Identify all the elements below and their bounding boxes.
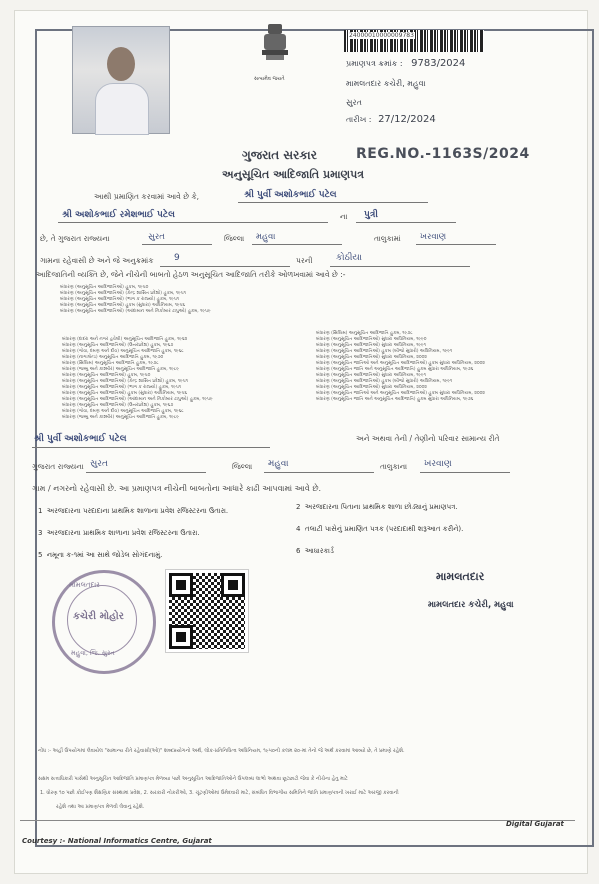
intro-text: આથી પ્રમાણિત કરવામાં આવે છે કે,: [94, 192, 200, 201]
orders-line: બંધારણ (અનુસૂચિત આદિજાતિઓ) હુકમ (સુધારા) અધિનિયમ, ૧૯૫૬: [60, 303, 186, 308]
applicant-name-repeat: શ્રી પુર્વી અશોકભાઈ પટેલ: [34, 434, 127, 444]
office-name: મામલતદાર કચેરી, મહુવા: [346, 79, 426, 88]
order-item: બંધારણ (ગોવા, દમણ અને દીવ) અનુસૂચિત આદિજાતિ હુકમ, ૧૯૬૮: [62, 349, 184, 354]
note-4: રહેશે તથા આ પ્રમાણપત્ર મેળવી લેવાનું રહેશે.: [56, 804, 145, 810]
office-district: સુરત: [346, 98, 362, 107]
issue-date: 27/12/2024: [378, 114, 436, 125]
family-phrase: અને અથવા તેની / તેણીનો પરિવાર સામાન્ય રીતે: [356, 434, 500, 443]
state-label: ગુજરાત રાજ્યના: [32, 462, 84, 471]
taluka-label-2: તાલુકાના: [380, 462, 408, 471]
order-item: બંધારણ (અનુસૂચિત આદિજાતિઓ) હુકમ (બીજો સુધારો) અધિનિયમ, ૧૯૯૧: [316, 349, 453, 354]
note-3: 1. ધોરણ ૧૦ પછી કોઈપણ શૈક્ષણિક સંસ્થામાં પ્રવેશ, 2. સરકારી નોકરીઓ, 3. ચૂંટણીઓમાં ઉમેદવારી માટે, સંબંધિત વિભાગીય સમિતિને જાતિ પ્રમાણપત્રની ખરાઈ માટે અરજી કરવાની: [40, 790, 399, 796]
district-label: જિલ્લા: [224, 234, 245, 243]
order-item: બંધારણ (ગોવા, દમણ અને દીવ) અનુસૂચિત આદિજાતિ હુકમ, ૧૯૬૮: [62, 409, 184, 414]
signature-title: મામલતદાર: [436, 570, 485, 583]
footer-brand: Digital Gujarat: [506, 820, 564, 828]
note-1: નોંધ :- અહીં ઉપયોગમાં લેવાયેલ "સામાન્ય રીતે રહેવાસી(ઓ)" શબ્દપ્રયોગનો અર્થ, લોક-પ્રતિનિધિત્વ અધિનિયમ, ૧૯૫૦ની કલમ ૨૦-માં તેનો જે અર્થ કરવામાં આવ્યો છે, તે પ્રમાણે રહેશે.: [38, 748, 405, 754]
order-item: બંધારણ (અનુસૂચિત આદિજાતિઓ) (કેન્દ્ર શાસિત પ્રદેશો) હુકમ, ૧૯૫૧: [62, 379, 188, 384]
order-item: બંધારણ (અનુસૂચિત જાતિ અને અનુસૂચિત આદિજાતિ) હુકમ સુધારા અધિનિયમ, ૧૯૭૬: [316, 367, 474, 372]
government-title: ગુજરાત સરકાર: [242, 148, 317, 162]
village-value: ખરવાણ: [420, 232, 447, 242]
orders-line: બંધારણ (અનુસૂચિત આદિજાતિઓ) હુકમ, ૧૯૫૦: [60, 285, 149, 290]
district-value: સુરત: [148, 232, 165, 242]
orders-line: બંધારણ (અનુસૂચિત આદિજાતિઓ) (કેન્દ્ર શાસિત પ્રદેશો) હુકમ, ૧૯૫૧: [60, 291, 186, 296]
basis-item: 4 તલાટી પાસેનું પ્રમાણિત પત્રક (પરદાદાથી શરૂઆત કરીને).: [296, 525, 464, 533]
order-item: બંધારણ (અનુસૂચિત આદિજાતિઓ) સુધારા અધિનિયમ, ૧૯૯૧: [316, 373, 426, 378]
date-row: તારીખ : 27/12/2024: [346, 114, 436, 125]
order-item: બંધારણ (સિક્કિમ) અનુસૂચિત આદિજાતિ હુકમ, ૧૯૭૮: [316, 331, 413, 336]
order-item: બંધારણ (અનુસૂચિત આદિજાતિઓ) હુકમ (સુધારા) અધિનિયમ, ૧૯૫૬: [62, 391, 188, 396]
caste-value: કોઠીયા: [336, 253, 362, 263]
caste-label: પરની: [296, 256, 313, 265]
district-label-2: જિલ્લા: [232, 462, 253, 471]
certificate-name: અનુસૂચિત આદિજાતિ પ્રમાણપત્ર: [222, 168, 365, 181]
order-item: બંધારણ (અનુસૂચિત આદિજાતિઓ) સુધારા અધિનિયમ, ૨૦૦૨: [316, 385, 427, 390]
declaration: આદિજાતિની વ્યક્તિ છે, જેને નીચેની બાબતો હેઠળ અનુસૂચિત આદિજાતિ તરીકે ઓળખવામાં આવે છે :-: [36, 270, 346, 279]
taluka-label: તાલુકામાં: [374, 234, 401, 243]
order-item: બંધારણ (અનુસૂચિત આદિજાતિઓ) (ભાગ ક રાજ્યો) હુકમ, ૧૯૫૧: [62, 385, 182, 390]
state-emblem-icon: [252, 22, 298, 72]
office-stamp: [52, 570, 156, 674]
reg-number: REG.NO.-1163S/2024: [356, 146, 530, 162]
order-item: બંધારણ (નાગાલેન્ડ) અનુસૂચિત આદિજાતિ હુકમ, ૧૯૭૦: [62, 355, 164, 360]
order-item: બંધારણ (અનુસૂચિત જાતિ અને અનુસૂચિત આદિજાતિ) હુકમ સુધારા અધિનિયમ, ૧૯૭૬: [316, 397, 474, 402]
basis-item: 1 અરજદારના પરદાદાના પ્રાથમિક શાળાના પ્રવેશ રજિસ્ટરના ઉતારા.: [38, 507, 229, 515]
basis-left: [38, 500, 278, 566]
taluka-value: મહુવા: [256, 232, 276, 242]
note-2: સક્ષમ સત્તાધિકારી પાસેથી અનુસૂચિત આદિજાતિ પ્રમાણપત્ર મેળવ્યા પછી અનુસૂચિત આદિજાતિઓને ઉપલબ્ધ લાભો અથવા છૂટછાટો જેવા કે નીચેના હેતુ માટે: [38, 776, 348, 782]
orders-left: [62, 337, 292, 421]
order-item: બંધારણ (અનુસૂચિત જાતિઓ અને અનુસૂચિત આદિજાતિઓ) હુકમ સુધારા અધિનિયમ, ૨૦૦૨: [316, 391, 485, 396]
footer-divider: [20, 820, 575, 821]
state-prefix: છે, તે ગુજરાત રાજ્યના: [40, 234, 110, 243]
taluka-value-2: મહુવા: [268, 459, 289, 469]
stamp-ring-text: મામલતદાર: [69, 581, 100, 589]
basis-item: 5 નમૂના ક-૧માં આ સાથે જોડેલ સોગંદનામું.: [38, 551, 163, 559]
basis-item: 3 અરજદારના પ્રાથમિક શાળાના પ્રવેશ રજિસ્ટરના ઉતારા.: [38, 529, 200, 537]
order-item: બંધારણ (અનુસૂચિત આદિજાતિઓ) (ઉત્તરપ્રદેશ) હુકમ, ૧૯૬૭: [62, 343, 174, 348]
order-item: બંધારણ (જમ્મુ અને કાશ્મીર) અનુસૂચિત આદિજાતિ હુકમ, ૧૯૮૯: [62, 367, 180, 372]
orders-line: બંધારણ (અનુસૂચિત આદિજાતિઓ) (આંદામાન અને નિકોબાર ટાપુઓ) હુકમ, ૧૯૫૯: [60, 309, 211, 314]
orders-right: [316, 331, 546, 403]
cert-number: 9783/2024: [411, 58, 466, 69]
orders-line: બંધારણ (અનુસૂચિત આદિજાતિઓ) (ભાગ ક રાજ્યો) હુકમ, ૧૯૫૧: [60, 297, 180, 302]
order-item: બંધારણ (અનુસૂચિત આદિજાતિઓ) હુકમ, ૧૯૫૦: [62, 373, 151, 378]
signature-office: મામલતદાર કચેરી, મહુવા: [428, 600, 514, 610]
order-item: બંધારણ (અનુસૂચિત આદિજાતિઓ) સુધારા અધિનિયમ, ૨૦૦૨: [316, 355, 427, 360]
order-item: બંધારણ (અનુસૂચિત આદિજાતિઓ) (ઉત્તરપ્રદેશ) હુકમ, ૧૯૬૭: [62, 403, 174, 408]
order-item: બંધારણ (અનુસૂચિત આદિજાતિઓ) હુકમ (બીજો સુધારો) અધિનિયમ, ૧૯૯૧: [316, 379, 453, 384]
village-value-2: ખરવાણ: [424, 459, 452, 469]
order-item: બંધારણ (જમ્મુ અને કાશ્મીર) અનુસૂચિત આદિજાતિ હુકમ, ૧૯૮૯: [62, 415, 180, 420]
relation-label: ના: [340, 212, 348, 221]
emblem-caption: સત્યમેવ જયતે: [254, 76, 285, 82]
applicant-name: શ્રી પુર્વી અશોકભાઈ પટેલ: [244, 190, 337, 200]
barcode-number: 24000010000009783: [349, 32, 414, 39]
order-item: બંધારણ (અનુસૂચિત આદિજાતિઓ) (આંદામાન અને નિકોબાર ટાપુઓ) હુકમ, ૧૯૫૯: [62, 397, 213, 402]
applicant-photo: [72, 26, 170, 134]
relation-value: પુત્રી: [364, 210, 378, 220]
order-item: બંધારણ (અનુસૂચિત આદિજાતિઓ) સુધારા અધિનિયમ, ૧૯૯૦: [316, 337, 427, 342]
serial-number: 9: [174, 253, 180, 263]
stamp-center-text: કચેરી મોહોર: [73, 611, 124, 622]
basis-item: 6 આધારકાર્ડ: [296, 547, 334, 555]
order-item: બંધારણ (અનુસૂચિત જાતિઓ અને અનુસૂચિત આદિજાતિઓ) હુકમ સુધારા અધિનિયમ, ૨૦૦૨: [316, 361, 485, 366]
qr-code: [166, 570, 248, 652]
basis-item: 2 અરજદારના પિતાના પ્રાથમિક શાળા છોડ્યાનું પ્રમાણપત્ર.: [296, 503, 458, 511]
basis-right: [296, 496, 556, 562]
stamp-bottom-text: મહુવા, જિ. સુરત: [71, 649, 115, 657]
order-item: બંધારણ (અનુસૂચિત આદિજાતિઓ) સુધારા અધિનિયમ, ૧૯૯૧: [316, 343, 426, 348]
order-item: બંધારણ (દાદરા અને નગર હવેલી) અનુસૂચિત આદિજાતિ હુકમ, ૧૯૬૨: [62, 337, 188, 342]
issued-phrase: ગામ / નગરનો રહેવાસી છે. આ પ્રમાણપત્ર નીચેની બાબતોના આધારે કાઢી આપવામાં આવે છે.: [32, 484, 322, 493]
cert-number-row: પ્રમાણપત્ર ક્રમાંક : 9783/2024: [346, 58, 466, 69]
footer-courtesy: Courtesy :- National Informatics Centre, Gujarat: [22, 837, 212, 845]
district-value-2: સુરત: [90, 459, 108, 469]
village-prefix: ગામના રહેવાસી છે અને જે અનુક્રમાંક: [40, 256, 154, 265]
orders-summary: [60, 285, 540, 315]
order-item: બંધારણ (સિક્કિમ) અનુસૂચિત આદિજાતિ હુકમ, ૧૯૭૮: [62, 361, 159, 366]
father-name: શ્રી અશોકભાઈ રમેશભાઈ પટેલ: [62, 210, 175, 220]
